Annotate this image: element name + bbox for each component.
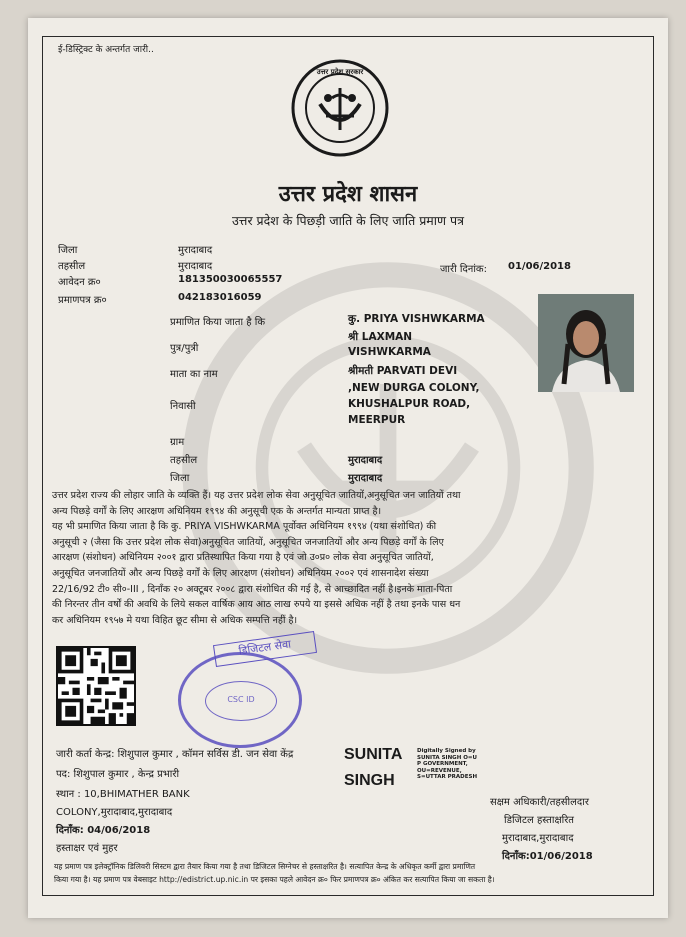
signer-first-name: SUNITA: [344, 746, 403, 763]
issuer-sign-label: हस्ताक्षर एवं मुहर: [56, 843, 118, 854]
authority-date: दिनाँक:01/06/2018: [502, 851, 593, 862]
body-line: आरक्षण (संशोधन) अधिनियम २००१ द्वारा प्रतिस्थापित किया गया है एवं जो उ०प्र० लोक सेवा अनुसूचित जातियों,: [52, 552, 434, 564]
holder-name: कु. PRIYA VISHWKARMA: [348, 313, 485, 325]
issuer-centre: जारी कर्ता केन्द्र: शिशुपाल कुमार , कॉमन सर्विस डी. जन सेवा केंद्र: [56, 749, 294, 760]
person-district-value: मुरादाबाद: [348, 473, 383, 484]
logo-text: उत्तर प्रदेश सरकार: [316, 68, 364, 76]
certificate-number: 042183016059: [178, 292, 262, 303]
signer-last-name: SINGH: [344, 772, 395, 789]
person-photo-icon: [538, 294, 634, 392]
issuer-place-line1: स्थान : 10,BHIMATHER BANK: [56, 789, 190, 800]
mother-label: माता का नाम: [170, 369, 218, 380]
address-line2: KHUSHALPUR ROAD,: [348, 398, 471, 410]
footer-note: [54, 860, 644, 886]
mother-name: श्रीमती PARVATI DEVI: [348, 365, 458, 377]
tehsil-label: तहसील: [58, 261, 86, 272]
person-district-label: जिला: [170, 473, 190, 484]
authority-location: मुरादाबाद,मुरादाबाद: [502, 833, 574, 844]
qr-code-icon: [56, 646, 136, 726]
application-label: आवेदन क्र०: [58, 277, 101, 288]
holder-photo: [538, 294, 634, 392]
footer-line: यह प्रमाण पत्र इलेक्ट्रॉनिक डिलिवरी सिस्टम द्वारा तैयार किया गया है तथा डिजिटल सिग्नेचर से हस्ताक्षरित है। सत्यापित केन्द्र के अधिकृत कर्मी द्वारा प्रमाणित: [54, 862, 476, 871]
village-label: ग्राम: [170, 437, 185, 448]
father-name-line2: VISHWKARMA: [348, 346, 431, 358]
issuer-designation: पद: शिशुपाल कुमार , केन्द्र प्रभारी: [56, 769, 180, 780]
page-title: उत्तर प्रदेश शासन: [278, 181, 418, 207]
issuer-date: दिनाँक: 04/06/2018: [56, 825, 151, 836]
child-of-label: पुत्र/पुत्री: [170, 343, 199, 354]
footer-line: किया गया है। यह प्रमाण पत्र वेबसाइट http://edistrict.up.nic.in पर इसका पहले आवेदन क्र० फिर प्रमाणपत्र क्र० अंकित कर सत्यापित किया जा सकता है।: [54, 875, 495, 884]
csc-seal: [178, 652, 302, 748]
district-value: मुरादाबाद: [178, 245, 213, 256]
digital-seva-stamp: डिजिटल सेवा: [213, 631, 317, 667]
father-name-line1: श्री LAXMAN: [348, 331, 413, 343]
person-tehsil-value: मुरादाबाद: [348, 455, 383, 466]
certificate-number-label: प्रमाणपत्र क्र०: [58, 295, 107, 306]
person-tehsil-label: तहसील: [170, 455, 198, 466]
body-line: उत्तर प्रदेश राज्य की लोहार जाति के व्यक्ति हैं। यह उत्तर प्रदेश लोक सेवा अनुसूचित जातियों,अनुसूचित जन जातियों तथा: [52, 490, 461, 501]
body-line: यह भी प्रमाणित किया जाता है कि कु. PRIYA VISHWKARMA पूर्वोक्त अधिनियम १९९४ (यथा संशोधित) की: [52, 521, 437, 533]
body-line: अनुसूचित जनजातियों और अन्य पिछड़े वर्गों के लिए आरक्षण (संशोधन) अधिनियम २००२ एवं शासनादेश संख्या: [52, 567, 429, 579]
address-line1: ,NEW DURGA COLONY,: [348, 382, 480, 394]
authority-title: सक्षम अधिकारी/तहसीलदार: [490, 797, 589, 808]
certificate-body: [52, 488, 642, 628]
body-line: की निरन्तर तीन वर्षों की अवधि के लिये सकल वार्षिक आय आठ लाख रुपये या इससे अधिक नहीं है तथा इनके पास धन: [52, 599, 461, 611]
certified-label: प्रमाणित किया जाता है कि: [170, 317, 266, 328]
body-line: 22/16/92 टी० सी०-III , दिनाँक २० अक्टूबर २००८ द्वारा संशोधित की गई है, से आच्छादित नहीं है।इनके माता-पिता: [52, 583, 453, 595]
csc-seal-text: CSC ID: [205, 681, 277, 721]
issuer-place-line2: COLONY,मुरादाबाद,मुरादाबाद: [56, 807, 173, 818]
header-tagline: ई-डिस्ट्रिक्ट के अन्तर्गत जारी..: [58, 45, 154, 55]
residence-label: निवासी: [170, 401, 196, 412]
body-line: अन्य पिछड़े वर्गों के लिए आरक्षण अधिनियम १९९४ की अनुसूची एक के अन्तर्गत मान्यता प्राप्त है।: [52, 505, 382, 517]
authority-digital: डिजिटल हस्ताक्षरित: [504, 815, 574, 826]
address-line3: MEERPUR: [348, 414, 406, 426]
application-number: 181350030065557: [178, 274, 283, 285]
body-line: कर अधिनियम १९५७ मे यथा विहित छूट सीमा से अधिक सम्पत्ति नहीं है।: [52, 614, 298, 626]
signature-details: Digitally Signed by SUNITA SINGH O=U P GOVERNMENT, OU=REVENUE, S=UTTAR PRADESH: [417, 748, 478, 780]
body-line: अनुसूची २ (जैसा कि उत्तर प्रदेश लोक सेवा)अनुसूचित जातियों, अनुसूचित जनजातियों और अन्य पिछड़े वर्गों के लिए: [52, 536, 444, 548]
district-label: जिला: [58, 245, 78, 256]
issue-date: 01/06/2018: [508, 261, 571, 272]
certificate-sheet: [28, 18, 668, 918]
tehsil-value: मुरादाबाद: [178, 261, 213, 272]
certificate-subtitle: उत्तर प्रदेश के पिछड़ी जाति के लिए जाति प्रमाण पत्र: [231, 213, 465, 228]
issue-date-label: जारी दिनांक:: [440, 264, 487, 275]
